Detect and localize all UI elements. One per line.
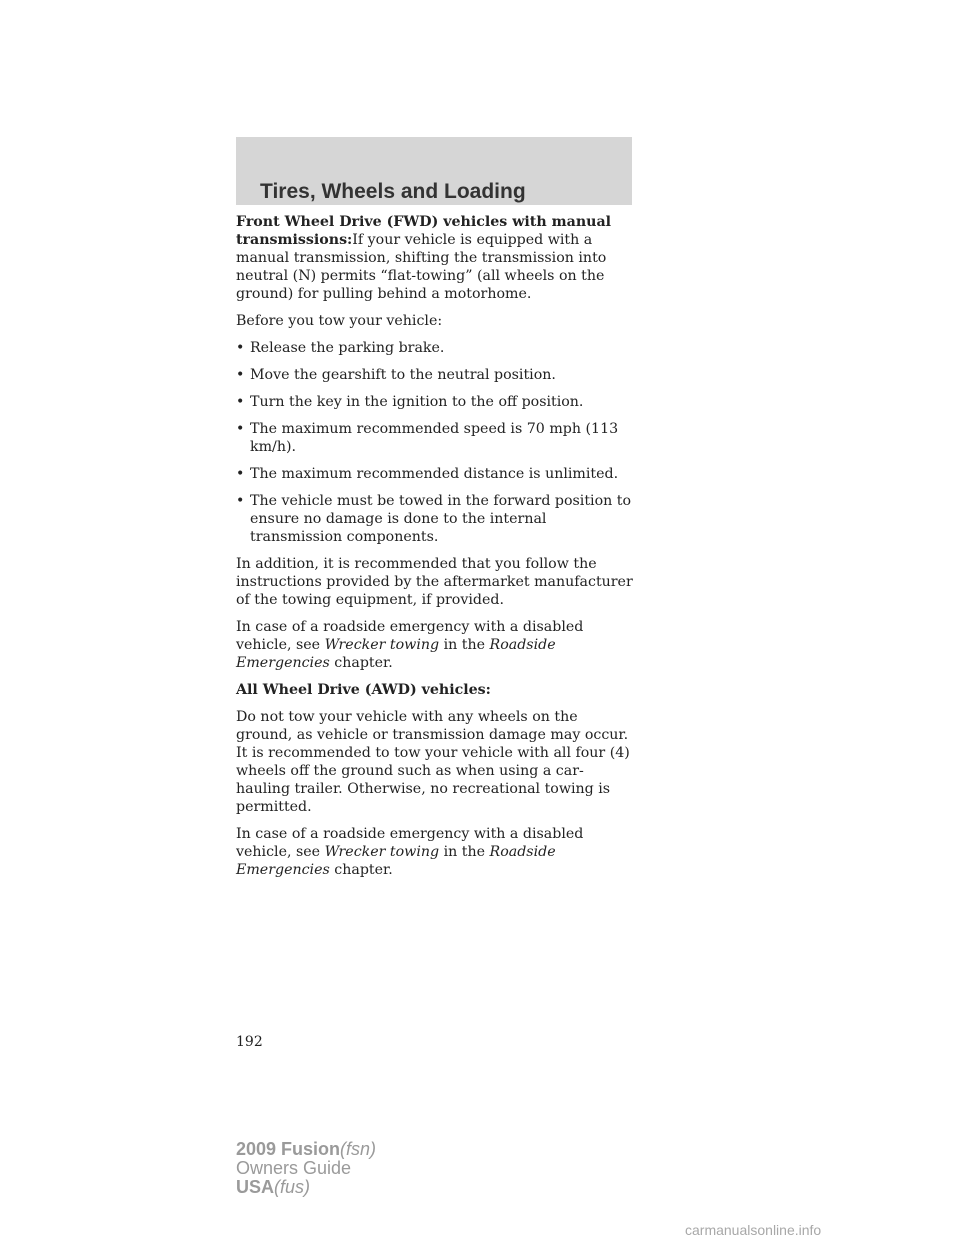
page-number: 192 — [236, 1034, 263, 1050]
bullet-icon: • — [236, 493, 245, 509]
wrecker-towing-ref: Wrecker towing — [324, 844, 440, 860]
fwd-text: If your vehicle is equipped with a manual transmission, shifting the transmission into neutral (N) permits “flat-towing” (all wheels on the ground) for pulling behind a motorhome. — [236, 232, 607, 302]
list-item: • Turn the key in the ignition to the off position. — [236, 394, 584, 410]
wrecker-towing-ref: Wrecker towing — [324, 637, 440, 653]
roadside-emergencies-ref: Roadside Emergencies — [236, 844, 556, 878]
bullet-icon: • — [236, 466, 245, 482]
fwd-paragraph — [236, 213, 636, 303]
footer-model: 2009 Fusion — [236, 1139, 341, 1159]
fwd-heading: Front Wheel Drive (FWD) vehicles with manual transmissions: — [236, 214, 612, 248]
addition-paragraph: In addition, it is recommended that you follow the instructions provided by the aftermarket manufacturer of the towing equipment, if provided. — [236, 556, 633, 608]
footer-doc-id — [236, 1140, 376, 1197]
footer-market-code: (fus) — [274, 1177, 311, 1197]
page-content — [236, 213, 636, 888]
bullet-icon: • — [236, 421, 245, 437]
footer-market: USA — [236, 1177, 275, 1197]
footer-model-code: (fsn) — [340, 1139, 377, 1159]
list-item: • The maximum recommended speed is 70 mph (113 km/h). — [236, 421, 619, 455]
awd-heading: All Wheel Drive (AWD) vehicles: — [236, 682, 491, 698]
before-tow-text: Before you tow your vehicle: — [236, 313, 443, 329]
roadside-emergencies-ref: Roadside Emergencies — [236, 637, 556, 671]
awd-paragraph: Do not tow your vehicle with any wheels on the ground, as vehicle or transmission damage may occur. It is recommended to tow your vehicle with all four (4) wheels off the ground such as when using a car-hauling trailer. Otherwise, no recreational towing is permitted. — [236, 709, 630, 815]
watermark: carmanualsonline.info — [685, 1222, 822, 1238]
footer-guide: Owners Guide — [236, 1158, 352, 1178]
bullet-icon: • — [236, 367, 245, 383]
list-item: • Move the gearshift to the neutral position. — [236, 367, 556, 383]
emergency-paragraph-2: In case of a roadside emergency with a disabled vehicle, see Wrecker towing in the Roadside Emergencies chapter. — [236, 826, 584, 878]
list-item: • The maximum recommended distance is unlimited. — [236, 466, 619, 482]
bullet-icon: • — [236, 394, 245, 410]
towing-steps-list — [236, 339, 636, 546]
bullet-icon: • — [236, 340, 245, 356]
emergency-paragraph-1: In case of a roadside emergency with a disabled vehicle, see Wrecker towing in the Roadside Emergencies chapter. — [236, 619, 584, 671]
list-item: • Release the parking brake. — [236, 340, 445, 356]
section-title: Tires, Wheels and Loading — [260, 180, 526, 203]
list-item: • The vehicle must be towed in the forward position to ensure no damage is done to the internal transmission components. — [236, 493, 632, 545]
